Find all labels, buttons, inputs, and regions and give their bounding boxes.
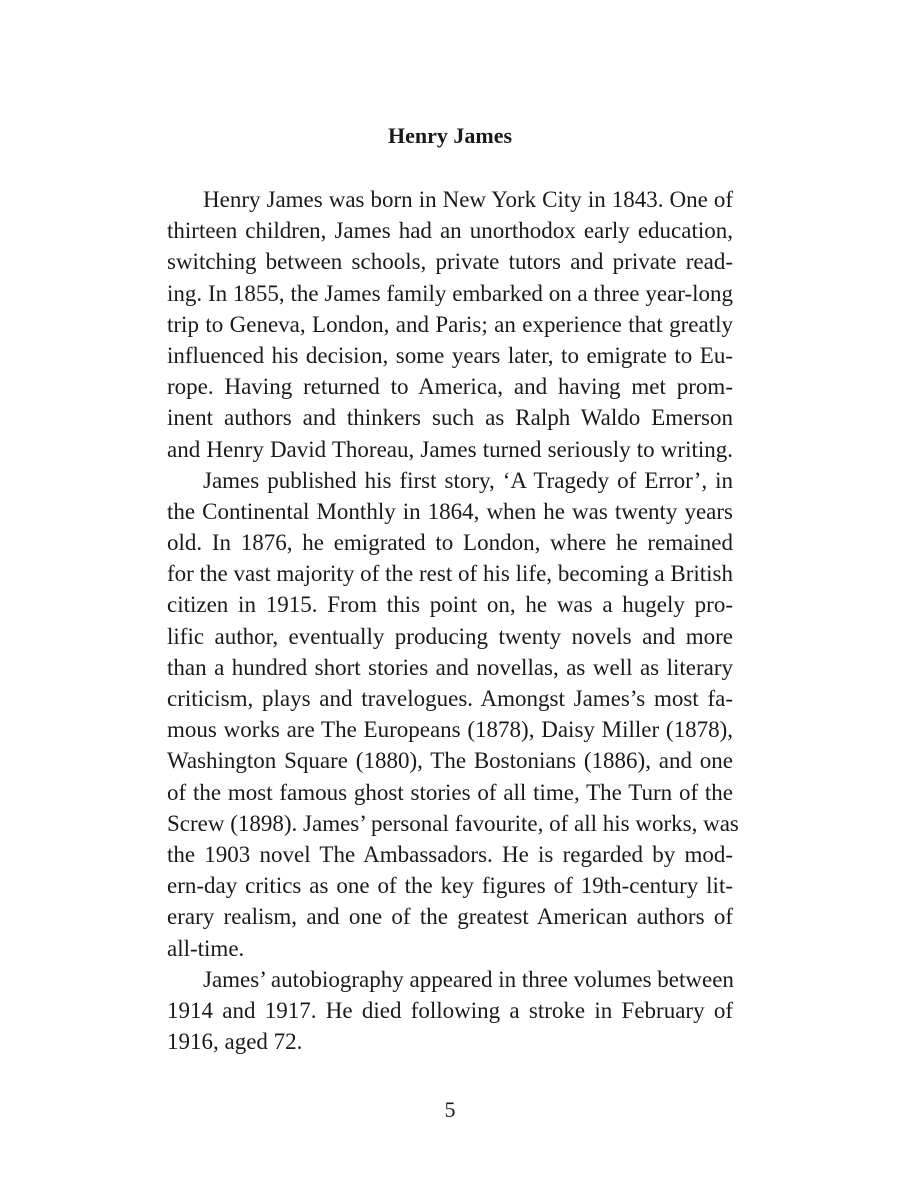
paragraph-line: old. In 1876, he emigrated to London, where he remained bbox=[167, 530, 733, 556]
paragraph-line: 1916, aged 72. bbox=[167, 1029, 303, 1055]
paragraph-line: of the most famous ghost stories of all time, The Turn of the bbox=[167, 779, 733, 805]
paragraph-line: erary realism, and one of the greatest American authors of bbox=[167, 904, 733, 930]
paragraph-line: 1914 and 1917. He died following a stroke in February of bbox=[167, 997, 733, 1023]
paragraph-line: lific author, eventually producing twenty novels and more bbox=[167, 623, 733, 649]
paragraph-line: rope. Having returned to America, and having met prom- bbox=[167, 374, 733, 400]
paragraph-line: Washington Square (1880), The Bostonians (1886), and one bbox=[167, 748, 733, 774]
page-number: 5 bbox=[444, 1097, 456, 1122]
page-title: Henry James bbox=[387, 123, 513, 148]
paragraph-2 bbox=[167, 465, 739, 964]
paragraph-line: ern-day critics as one of the key figures of 19th-century lit- bbox=[167, 873, 733, 899]
paragraph-line: the 1903 novel The Ambassadors. He is regarded by mod- bbox=[167, 841, 733, 867]
paragraph-line: than a hundred short stories and novellas, as well as literary bbox=[167, 654, 733, 680]
paragraph-line: inent authors and thinkers such as Ralph Waldo Emerson bbox=[167, 405, 733, 431]
paragraph-line: trip to Geneva, London, and Paris; an experience that greatly bbox=[167, 311, 733, 337]
paragraph-line: criticism, plays and travelogues. Amongst James’s most fa- bbox=[167, 686, 733, 711]
paragraph-line: switching between schools, private tutors and private read- bbox=[167, 249, 733, 275]
paragraph-1 bbox=[167, 184, 733, 465]
paragraph-line: Henry James was born in New York City in 1843. One of bbox=[203, 187, 733, 212]
body-text bbox=[167, 184, 739, 1057]
paragraph-line: ing. In 1855, the James family embarked on a three year-long bbox=[167, 280, 733, 306]
paragraph-line: all-time. bbox=[167, 935, 245, 961]
paragraph-line: thirteen children, James had an unorthodox early education, bbox=[167, 218, 733, 244]
paragraph-line: the Continental Monthly in 1864, when he was twenty years bbox=[167, 498, 733, 524]
paragraph-line: for the vast majority of the rest of his life, becoming a British bbox=[167, 561, 733, 587]
paragraph-3 bbox=[167, 964, 733, 1058]
paragraph-line: citizen in 1915. From this point on, he was a hugely pro- bbox=[167, 592, 733, 618]
paragraph-line: mous works are The Europeans (1878), Daisy Miller (1878), bbox=[167, 717, 733, 743]
paragraph-line: Screw (1898). James’ personal favourite, of all his works, was bbox=[167, 810, 739, 836]
paragraph-line: and Henry David Thoreau, James turned seriously to writing. bbox=[167, 436, 733, 462]
paragraph-line: James’ autobiography appeared in three volumes between bbox=[203, 966, 734, 992]
paragraph-line: James published his first story, ‘A Tragedy of Error’, in bbox=[203, 467, 733, 493]
paragraph-line: influenced his decision, some years later, to emigrate to Eu- bbox=[167, 342, 733, 368]
